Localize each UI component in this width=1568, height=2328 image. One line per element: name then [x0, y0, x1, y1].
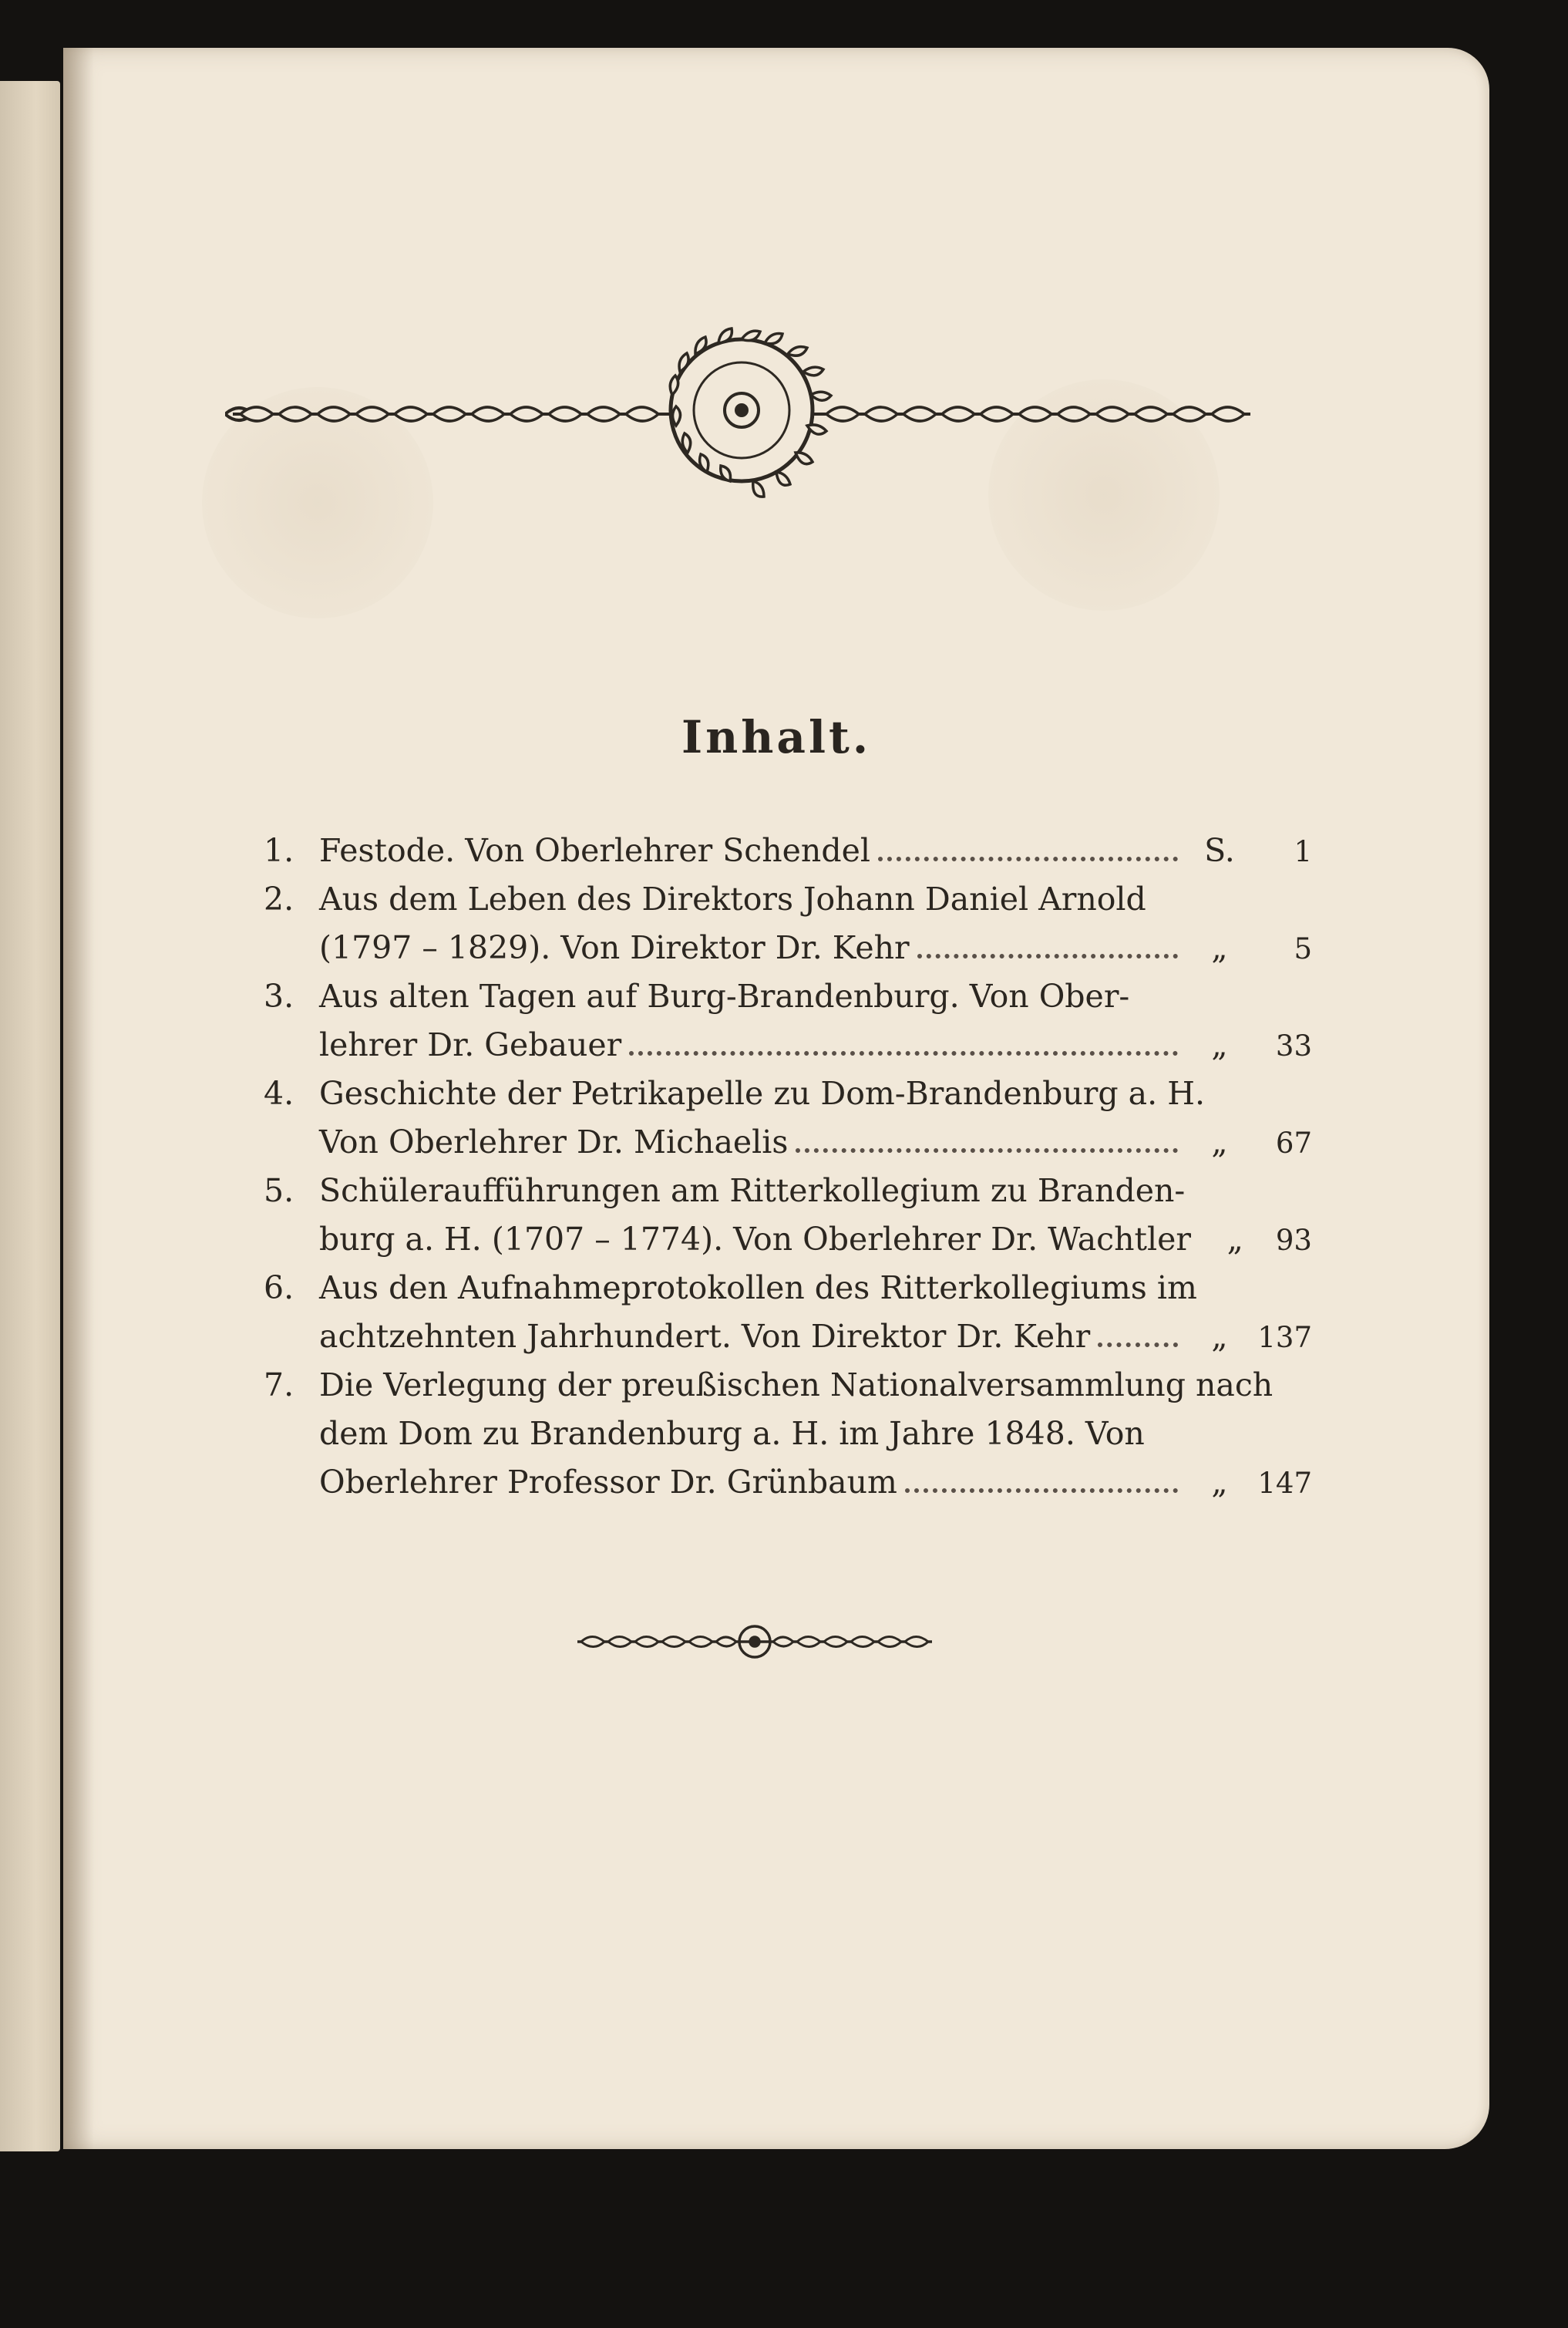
toc-entry-text: Geschichte der Petrikapelle zu Dom-Brandenburg a. H. — [319, 1075, 1205, 1112]
toc-entry-1 — [264, 827, 1312, 875]
page-prefix: „ — [1211, 1026, 1228, 1063]
spine-shadow — [63, 48, 94, 2149]
toc-entry-text: lehrer Dr. Gebauer — [319, 1026, 622, 1063]
toc-entry-text: Schüleraufführungen am Ritterkollegium zu Branden- — [319, 1172, 1186, 1209]
page-prefix: „ — [1211, 1464, 1228, 1501]
toc-entry-number: 2. — [264, 881, 294, 918]
toc-entry-number: 4. — [264, 1075, 294, 1112]
toc-entry-7 — [264, 1361, 1312, 1507]
page-prefix: „ — [1226, 1221, 1243, 1258]
dot-leader — [796, 1148, 1178, 1153]
toc-entry-text: Aus den Aufnahmeprotokollen des Ritterkollegiums im — [319, 1269, 1197, 1306]
dot-leader — [629, 1051, 1178, 1056]
page-number: 93 — [1275, 1224, 1312, 1257]
page-number: 147 — [1257, 1467, 1312, 1500]
toc-entry-text: Aus dem Leben des Direktors Johann Daniel Arnold — [319, 881, 1146, 918]
page-prefix: „ — [1211, 1318, 1228, 1355]
toc-entry-text: achtzehnten Jahrhundert. Von Direktor Dr. Kehr — [319, 1318, 1091, 1355]
dot-leader — [878, 857, 1178, 861]
dot-leader — [1098, 1343, 1178, 1347]
page-number: 137 — [1257, 1321, 1312, 1354]
toc-entry-number: 7. — [264, 1366, 294, 1403]
toc-entry-3 — [264, 972, 1312, 1070]
page-prefix: „ — [1211, 929, 1228, 966]
toc-entry-number: 5. — [264, 1172, 294, 1209]
toc-title: Inhalt. — [681, 711, 872, 763]
table-of-contents — [264, 827, 1312, 1507]
toc-entry-text: (1797 – 1829). Von Direktor Dr. Kehr — [319, 929, 910, 966]
toc-entry-text: Von Oberlehrer Dr. Michaelis — [319, 1124, 789, 1161]
page-number: 33 — [1275, 1029, 1312, 1063]
bottom-leaf-ornament — [574, 1615, 936, 1669]
toc-entry-6 — [264, 1264, 1312, 1361]
dot-leader — [905, 1488, 1178, 1493]
facing-page-edge — [0, 81, 60, 2151]
toc-entry-text: Aus alten Tagen auf Burg-Brandenburg. Von Ober- — [319, 978, 1130, 1015]
book-page — [63, 48, 1489, 2149]
dot-leader — [917, 954, 1178, 958]
page-number: 5 — [1294, 932, 1312, 965]
toc-entry-5 — [264, 1167, 1312, 1264]
toc-entry-text: Festode. Von Oberlehrer Schendel — [319, 832, 870, 869]
toc-entry-text: burg a. H. (1707 – 1774). Von Oberlehrer Dr. Wachtler — [319, 1221, 1192, 1258]
toc-entry-4 — [264, 1070, 1312, 1167]
toc-entry-2 — [264, 875, 1312, 972]
top-wreath-ornament — [225, 322, 1258, 499]
toc-entry-text: Die Verlegung der preußischen Nationalversammlung nach — [319, 1366, 1274, 1403]
page-prefix: S. — [1204, 832, 1235, 869]
toc-entry-number: 1. — [264, 832, 294, 869]
page-number: 1 — [1294, 835, 1312, 868]
page-number: 67 — [1275, 1127, 1312, 1160]
toc-entry-text: dem Dom zu Brandenburg a. H. im Jahre 1848. Von — [319, 1415, 1145, 1452]
toc-entry-number: 3. — [264, 978, 294, 1015]
page-prefix: „ — [1211, 1124, 1228, 1161]
toc-entry-number: 6. — [264, 1269, 294, 1306]
toc-entry-text: Oberlehrer Professor Dr. Grünbaum — [319, 1464, 897, 1501]
